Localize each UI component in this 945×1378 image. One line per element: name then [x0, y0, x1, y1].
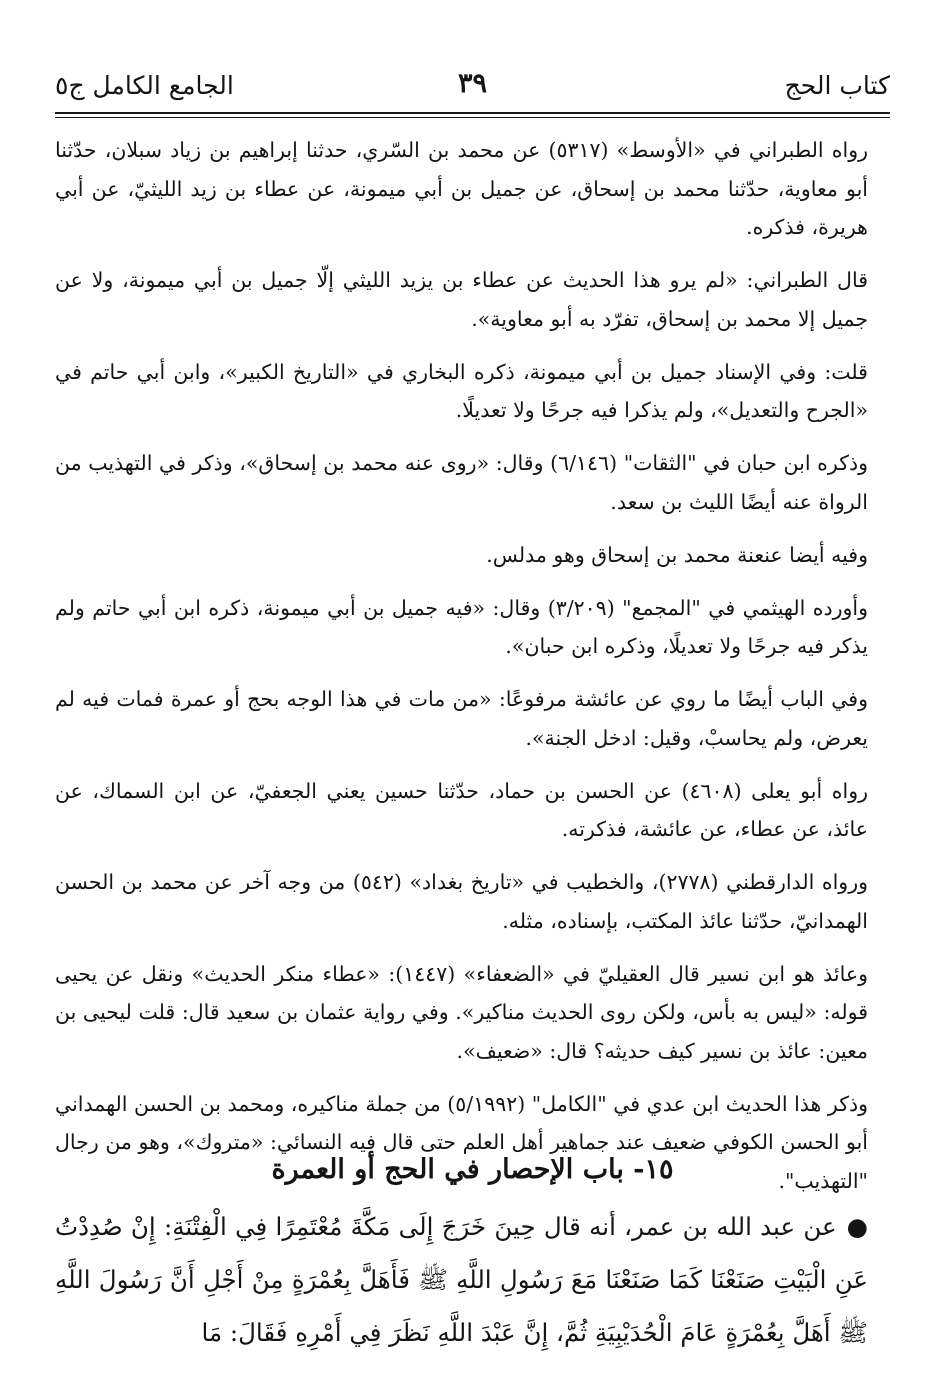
paragraph: رواه أبو يعلى (٤٦٠٨) عن الحسن بن حماد، حدّثنا حسين يعني الجعفيّ، عن ابن السماك، عن عائذ، عن عطاء، عن عائشة، فذكرته. — [55, 778, 868, 841]
page-number: ٣٩ — [457, 68, 487, 99]
paragraph: وعائذ هو ابن نسير قال العقيليّ في «الضعفاء» (١٤٤٧): «عطاء منكر الحديث» ونقل عن يحيى قوله: «ليس به بأس، ولكن روى الحديث مناكير». وفي رواية عثمان بن سعيد قال: قلت ليحيى بن معين: عائذ بن نسير كيف حديثه؟ قال: «ضعيف». — [55, 961, 869, 1063]
running-header — [55, 68, 890, 108]
header-rule — [55, 112, 890, 114]
hadith-text — [55, 1200, 890, 1359]
paragraph: قلت: وفي الإسناد جميل بن أبي ميمونة، ذكره البخاري في «التاريخ الكبير»، وابن أبي حاتم في «الجرح والتعديل»، ولم يذكرا فيه جرحًا ولا تعديلًا. — [55, 359, 868, 422]
book-title: الجامع الكامل ج٥ — [55, 71, 234, 100]
paragraph: رواه الطبراني في «الأوسط» (٥٣١٧) عن محمد بن السّري، حدثنا إبراهيم بن زياد سبلان، حدّثنا أبو معاوية، حدّثنا محمد بن إسحاق، عن جميل بن أبي ميمونة، عن عطاء بن زيد الليثيّ، عن أبي هريرة، فذكره. — [55, 138, 868, 239]
hadith-body: عن عبد الله بن عمر، أنه قال حِينَ خَرَجَ إِلَى مَكَّةَ مُعْتَمِرًا فِي الْفِتْنَةِ: إِنْ صُدِدْتُ عَنِ الْبَيْتِ صَنَعْنَا كَمَا صَنَعْنَا مَعَ رَسُولِ اللَّهِ ﷺ فَأَهَلَّ بِعُمْرَةٍ مِنْ أَجْلِ أَنَّ رَسُولَ اللَّهِ ﷺ أَهَلَّ بِعُمْرَةٍ عَامَ الْحُدَيْبِيَةِ ثُمَّ، إِنَّ عَبْدَ اللَّهِ نَظَرَ فِي أَمْرِهِ فَقَالَ: مَا — [55, 1212, 868, 1347]
header-rule-thin — [55, 117, 890, 118]
paragraph: ورواه الدارقطني (٢٧٧٨)، والخطيب في «تاريخ بغداد» (٥٤٢) من وجه آخر عن محمد بن الحسن الهمدانيّ، حدّثنا عائذ المكتب، بإسناده، مثله. — [55, 870, 869, 933]
body-text — [55, 131, 890, 1215]
paragraph: وذكره ابن حبان في "الثقات" (٦/١٤٦) وقال: «روى عنه محمد بن إسحاق»، وذكر في التهذيب من الرواة عنه أيضًا الليث بن سعد. — [55, 451, 869, 514]
section-heading: ١٥- باب الإحصار في الحج أو العمرة — [271, 1154, 674, 1185]
paragraph: قال الطبراني: «لم يرو هذا الحديث عن عطاء بن يزيد الليثي إلّا جميل بن أبي ميمونة، ولا عن جميل إلا محمد بن إسحاق، تفرّد به أبو معاوية». — [55, 268, 868, 331]
paragraph: وفيه أيضا عنعنة محمد بن إسحاق وهو مدلس. — [486, 542, 868, 567]
bullet-icon: ● — [846, 1212, 868, 1241]
paragraph: وفي الباب أيضًا ما روي عن عائشة مرفوعًا: «من مات في هذا الوجه بحج أو عمرة فمات فيه لم يعرض، ولم يحاسبْ، وقيل: ادخل الجنة». — [55, 687, 868, 750]
paragraph: وأورده الهيثمي في "المجمع" (٣/٢٠٩) وقال: «فيه جميل بن أبي ميمونة، ذكره ابن أبي حاتم ولم يذكر فيه جرحًا ولا تعديلًا، وذكره ابن حبان». — [55, 595, 869, 658]
paragraph: وذكر هذا الحديث ابن عدي في "الكامل" (٥/١٩٩٢) من جملة مناكيره، ومحمد بن الحسن الهمداني أبو الحسن الكوفي ضعيف عند جماهير أهل العلم حتى قال فيه النسائي: «متروك»، وهو من رجال "التهذيب". — [55, 1091, 868, 1193]
chapter-title: كتاب الحج — [784, 71, 890, 100]
